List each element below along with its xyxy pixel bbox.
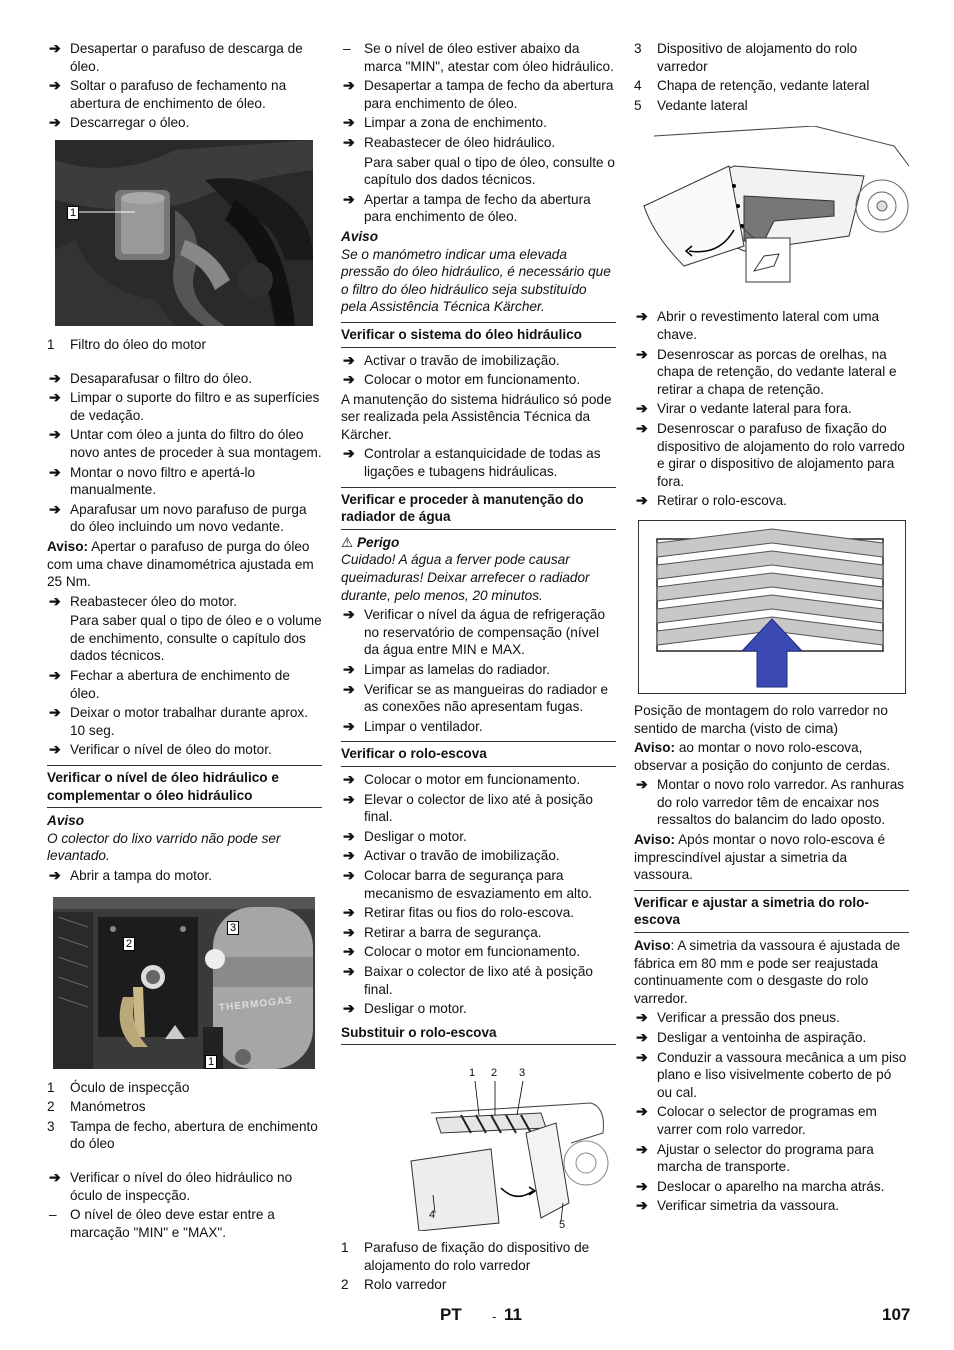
- arrow-right-icon: ➔: [343, 790, 355, 807]
- arrow-right-icon: ➔: [49, 369, 61, 386]
- arrow-right-icon: ➔: [343, 827, 355, 844]
- notice-title: Aviso: [341, 228, 379, 244]
- oil-filter-illustration: [55, 140, 313, 326]
- arrow-right-icon: ➔: [49, 77, 61, 94]
- language-code: PT: [440, 1305, 462, 1324]
- legend-item: 3 Dispositivo de alojamento do rolo varredor: [634, 41, 858, 74]
- step: ➔ Virar o vedante lateral para fora.: [636, 400, 852, 417]
- legend-item: 1 Parafuso de fixação do dispositivo de alojamento do rolo varredor: [341, 1240, 590, 1273]
- step: ➔ Baixar o colector de lixo até à posição final.: [343, 962, 593, 997]
- step: ➔ Elevar o colector de lixo até à posição final.: [343, 790, 593, 825]
- arrow-right-icon: ➔: [49, 1168, 61, 1185]
- arrow-right-icon: ➔: [343, 962, 355, 979]
- arrow-right-icon: ➔: [343, 866, 355, 883]
- arrow-right-icon: ➔: [49, 667, 61, 684]
- arrow-right-icon: ➔: [343, 606, 355, 623]
- column-1: [47, 40, 322, 1243]
- arrow-right-icon: ➔: [49, 426, 61, 443]
- section-heading: Verificar o sistema do óleo hidráulico: [341, 322, 616, 348]
- step: ➔ Deixar o motor trabalhar durante aprox. 10 seg.: [49, 704, 309, 738]
- legend-item: 1 Filtro do óleo do motor: [47, 336, 207, 352]
- arrow-right-icon: ➔: [49, 463, 61, 480]
- step: ➔ Soltar o parafuso de fechamento na abertura de enchimento de óleo.: [49, 77, 287, 111]
- step: ➔ Activar o travão de imobilização.: [343, 847, 560, 864]
- notice: Aviso: A simetria da vassoura é ajustada de fábrica em 80 mm e pode ser reajustada continuamente com o desgaste do rolo varredor.: [634, 938, 901, 1006]
- dash-item: – Se o nível de óleo estiver abaixo da marca "MIN", atestar com óleo hidráulico.: [343, 41, 614, 74]
- step: ➔ Deslocar o aparelho na marcha atrás.: [636, 1177, 885, 1194]
- notice-text: O colector do lixo varrido não pode ser levantado.: [47, 830, 281, 864]
- brush-roller-illustration: [341, 1053, 616, 1231]
- figure-caption: Posição de montagem do rolo varredor no sentido de marcha (visto de cima): [634, 702, 888, 736]
- arrow-right-icon: ➔: [343, 351, 355, 368]
- section-heading: Verificar e ajustar a simetria do rolo-escova: [634, 890, 909, 933]
- side-seal-diagram: [634, 126, 909, 300]
- step-note: Para saber qual o tipo de óleo, consulte o capítulo dos dados técnicos.: [364, 154, 615, 188]
- danger-text: Cuidado! A água a ferver pode causar queimaduras! Deixar arrefecer o radiador durante, pelo menos, 20 minutos.: [341, 552, 590, 603]
- step: ➔ Limpar o ventilador.: [343, 717, 483, 734]
- absolute-page-number: 107: [882, 1305, 911, 1324]
- step: ➔ Abrir o revestimento lateral com uma chave.: [636, 308, 880, 342]
- arrow-right-icon: ➔: [636, 1197, 648, 1214]
- column-2: [341, 40, 616, 1296]
- legend-item: 4 Chapa de retenção, vedante lateral: [634, 78, 870, 94]
- notice: Aviso: Apertar o parafuso de purga do óleo com uma chave dinamométrica ajustada em 25 Nm.: [47, 538, 314, 590]
- callout-label: 1: [67, 206, 79, 220]
- arrow-right-icon: ➔: [49, 592, 61, 609]
- callout-label: 2: [123, 937, 135, 951]
- step: ➔ Colocar o motor em funcionamento.: [343, 371, 581, 388]
- arrow-right-icon: ➔: [343, 943, 355, 960]
- step: ➔ Desligar o motor.: [343, 1000, 467, 1017]
- arrow-right-icon: ➔: [636, 1103, 648, 1120]
- legend-item: 1 Óculo de inspecção: [47, 1079, 190, 1095]
- step: ➔ Colocar o motor em funcionamento.: [343, 943, 581, 960]
- step: ➔ Activar o travão de imobilização.: [343, 351, 560, 368]
- column-3: [634, 40, 909, 1217]
- arrow-right-icon: ➔: [343, 1000, 355, 1017]
- arrow-right-icon: ➔: [343, 77, 355, 94]
- arrow-right-icon: ➔: [343, 717, 355, 734]
- arrow-right-icon: ➔: [636, 1177, 648, 1194]
- section-heading: Verificar o nível de óleo hidráulico e complementar o óleo hidráulico: [47, 765, 322, 808]
- arrow-right-icon: ➔: [343, 661, 355, 677]
- arrow-right-icon: ➔: [49, 704, 61, 721]
- arrow-right-icon: ➔: [49, 500, 61, 517]
- arrow-right-icon: ➔: [343, 371, 355, 388]
- arrow-right-icon: ➔: [49, 114, 61, 131]
- step: ➔ Verificar o nível do óleo hidráulico no óculo de inspecção.: [49, 1168, 293, 1203]
- arrow-right-icon: ➔: [343, 114, 355, 131]
- step: ➔ Aparafusar um novo parafuso de purga do óleo incluindo um novo vedante.: [49, 500, 307, 535]
- step: ➔ Controlar a estanquicidade de todas as ligações e tubagens hidráulicas.: [343, 445, 601, 480]
- oil-filter-photo: [55, 140, 313, 326]
- step: ➔ Montar o novo rolo varredor. As ranhuras do rolo varredor têm de encaixar nos ressaltos do balancim do lado oposto.: [636, 776, 905, 828]
- dash-item: – O nível de óleo deve estar entre a marcação "MIN" e "MAX".: [49, 1207, 275, 1240]
- chevron-bristles-illustration: [639, 521, 905, 693]
- step: ➔ Desenroscar o parafuso de fixação do dispositivo de alojamento do rolo varredo e girar o dispositivo de alojamento para fora.: [636, 419, 905, 489]
- step: ➔ Desapertar o parafuso de descarga de óleo.: [49, 40, 303, 74]
- legend-item: 2 Manómetros: [47, 1099, 146, 1115]
- arrow-right-icon: ➔: [343, 445, 355, 462]
- arrow-right-icon: ➔: [636, 1140, 648, 1157]
- step: ➔ Verificar se as mangueiras do radiador e as conexões não apresentam fugas.: [343, 680, 609, 715]
- arrow-right-icon: ➔: [343, 770, 355, 787]
- warning-triangle-icon: ⚠: [341, 534, 354, 550]
- arrow-right-icon: ➔: [343, 923, 355, 940]
- section-heading: Substituir o rolo-escova: [341, 1024, 616, 1046]
- step: ➔ Colocar barra de segurança para mecanismo de esvaziamento em alto.: [343, 866, 593, 901]
- step: ➔ Limpar a zona de enchimento.: [343, 114, 547, 131]
- step: ➔ Reabastecer de óleo hidráulico.: [343, 133, 556, 150]
- step: ➔ Ajustar o selector do programa para marcha de transporte.: [636, 1140, 874, 1175]
- arrow-right-icon: ➔: [49, 867, 61, 883]
- arrow-right-icon: ➔: [49, 40, 61, 56]
- step: ➔ Apertar a tampa de fecho da abertura para enchimento de óleo.: [343, 190, 591, 225]
- callout-label: 5: [559, 1219, 566, 1232]
- step: ➔ Verificar a pressão dos pneus.: [636, 1009, 840, 1026]
- step: ➔ Montar o novo filtro e apertá-lo manualmente.: [49, 463, 256, 498]
- callout-label: 2: [491, 1067, 498, 1080]
- step: ➔ Desligar a ventoinha de aspiração.: [636, 1029, 867, 1045]
- step: ➔ Verificar o nível da água de refrigeração no reservatório de compensação (nível da água entre MIN e MAX.: [343, 606, 606, 658]
- step: ➔ Abrir a tampa do motor.: [49, 867, 213, 883]
- arrow-right-icon: ➔: [49, 389, 61, 406]
- legend-item: 5 Vedante lateral: [634, 97, 748, 113]
- step: ➔ Desligar o motor.: [343, 827, 467, 844]
- step: ➔ Reabastecer óleo do motor.: [49, 592, 238, 609]
- arrow-right-icon: ➔: [343, 190, 355, 207]
- callout-label: 3: [519, 1067, 526, 1080]
- step: ➔ Limpar as lamelas do radiador.: [343, 661, 550, 677]
- notice: Aviso: ao montar o novo rolo-escova, observar a posição do conjunto de cerdas.: [634, 740, 891, 773]
- arrow-right-icon: ➔: [636, 308, 648, 325]
- step: ➔ Verificar o nível de óleo do motor.: [49, 741, 272, 758]
- step: ➔ Descarregar o óleo.: [49, 114, 190, 131]
- section-heading: Verificar e proceder à manutenção do radiador de água: [341, 487, 616, 530]
- notice-text: Se o manómetro indicar uma elevada pressão do óleo hidráulico, é necessário que o filtro do óleo hidráulico seja substituído pela Assistência Técnica Kärcher.: [341, 246, 611, 315]
- section-heading: Verificar o rolo-escova: [341, 741, 616, 767]
- hydraulic-tank-illustration: [53, 897, 315, 1069]
- arrow-right-icon: ➔: [636, 1048, 648, 1065]
- danger-title: ⚠ Perigo: [341, 534, 400, 550]
- callout-label: 4: [429, 1209, 436, 1222]
- step: ➔ Desapertar a tampa de fecho da abertura para enchimento de óleo.: [343, 77, 614, 111]
- arrow-right-icon: ➔: [636, 1009, 648, 1026]
- arrow-right-icon: ➔: [636, 400, 648, 417]
- page-separator: -: [492, 1309, 497, 1324]
- arrow-right-icon: ➔: [49, 741, 61, 758]
- step: ➔ Retirar a barra de segurança.: [343, 923, 542, 940]
- step: ➔ Verificar simetria da vassoura.: [636, 1197, 840, 1214]
- step-note: Para saber qual o tipo de óleo e o volume de enchimento, consulte o capítulo dos dados técnicos.: [70, 613, 322, 664]
- arrow-right-icon: ➔: [343, 847, 355, 864]
- legend-item: 2 Rolo varredor: [341, 1277, 447, 1293]
- callout-label: 1: [205, 1055, 217, 1069]
- hydraulic-tank-photo: [53, 897, 315, 1069]
- step: ➔ Conduzir a vassoura mecânica a um piso plano e liso visivelmente coberto de pó ou cal.: [636, 1048, 907, 1100]
- page-footer: [0, 1306, 954, 1330]
- roller-orientation-diagram: [638, 520, 906, 694]
- legend-item: 3 Tampa de fecho, abertura de enchimento do óleo: [47, 1118, 318, 1152]
- step: ➔ Colocar o motor em funcionamento.: [343, 770, 581, 787]
- arrow-right-icon: ➔: [636, 776, 648, 793]
- step: ➔ Retirar fitas ou fios do rolo-escova.: [343, 904, 575, 921]
- notice-title: Aviso: [47, 813, 85, 829]
- step: ➔ Limpar o suporte do filtro e as superfícies de vedação.: [49, 389, 320, 423]
- brush-roller-diagram: [341, 1053, 616, 1231]
- step: ➔ Fechar a abertura de enchimento de óleo.: [49, 667, 290, 701]
- callout-label: 1: [469, 1067, 476, 1080]
- callout-label: 3: [227, 921, 239, 935]
- step: ➔ Desaparafusar o filtro do óleo.: [49, 369, 253, 386]
- arrow-right-icon: ➔: [343, 680, 355, 697]
- side-seal-illustration: [634, 126, 909, 300]
- step: ➔ Desenroscar as porcas de orelhas, na chapa de retenção, do vedante lateral e retirar a chapa de retenção.: [636, 345, 897, 397]
- tank-brand-label: THERMOGAS: [218, 994, 294, 1014]
- notice: Aviso: Após montar o novo rolo-escova é imprescindível ajustar a simetria da vassoura.: [634, 832, 886, 883]
- arrow-right-icon: ➔: [636, 492, 648, 509]
- arrow-right-icon: ➔: [636, 419, 648, 436]
- paragraph: A manutenção do sistema hidráulico só pode ser realizada pela Assistência Técnica da Kärcher.: [341, 391, 612, 442]
- arrow-right-icon: ➔: [343, 133, 355, 150]
- step: ➔ Retirar o rolo-escova.: [636, 492, 787, 509]
- step: ➔ Colocar o selector de programas em varrer com rolo varredor.: [636, 1103, 877, 1137]
- section-page-number: 11: [504, 1305, 522, 1324]
- arrow-right-icon: ➔: [636, 1029, 648, 1045]
- arrow-right-icon: ➔: [636, 345, 648, 362]
- step: ➔ Untar com óleo a junta do filtro do óleo novo antes de proceder à sua montagem.: [49, 426, 322, 460]
- arrow-right-icon: ➔: [343, 904, 355, 921]
